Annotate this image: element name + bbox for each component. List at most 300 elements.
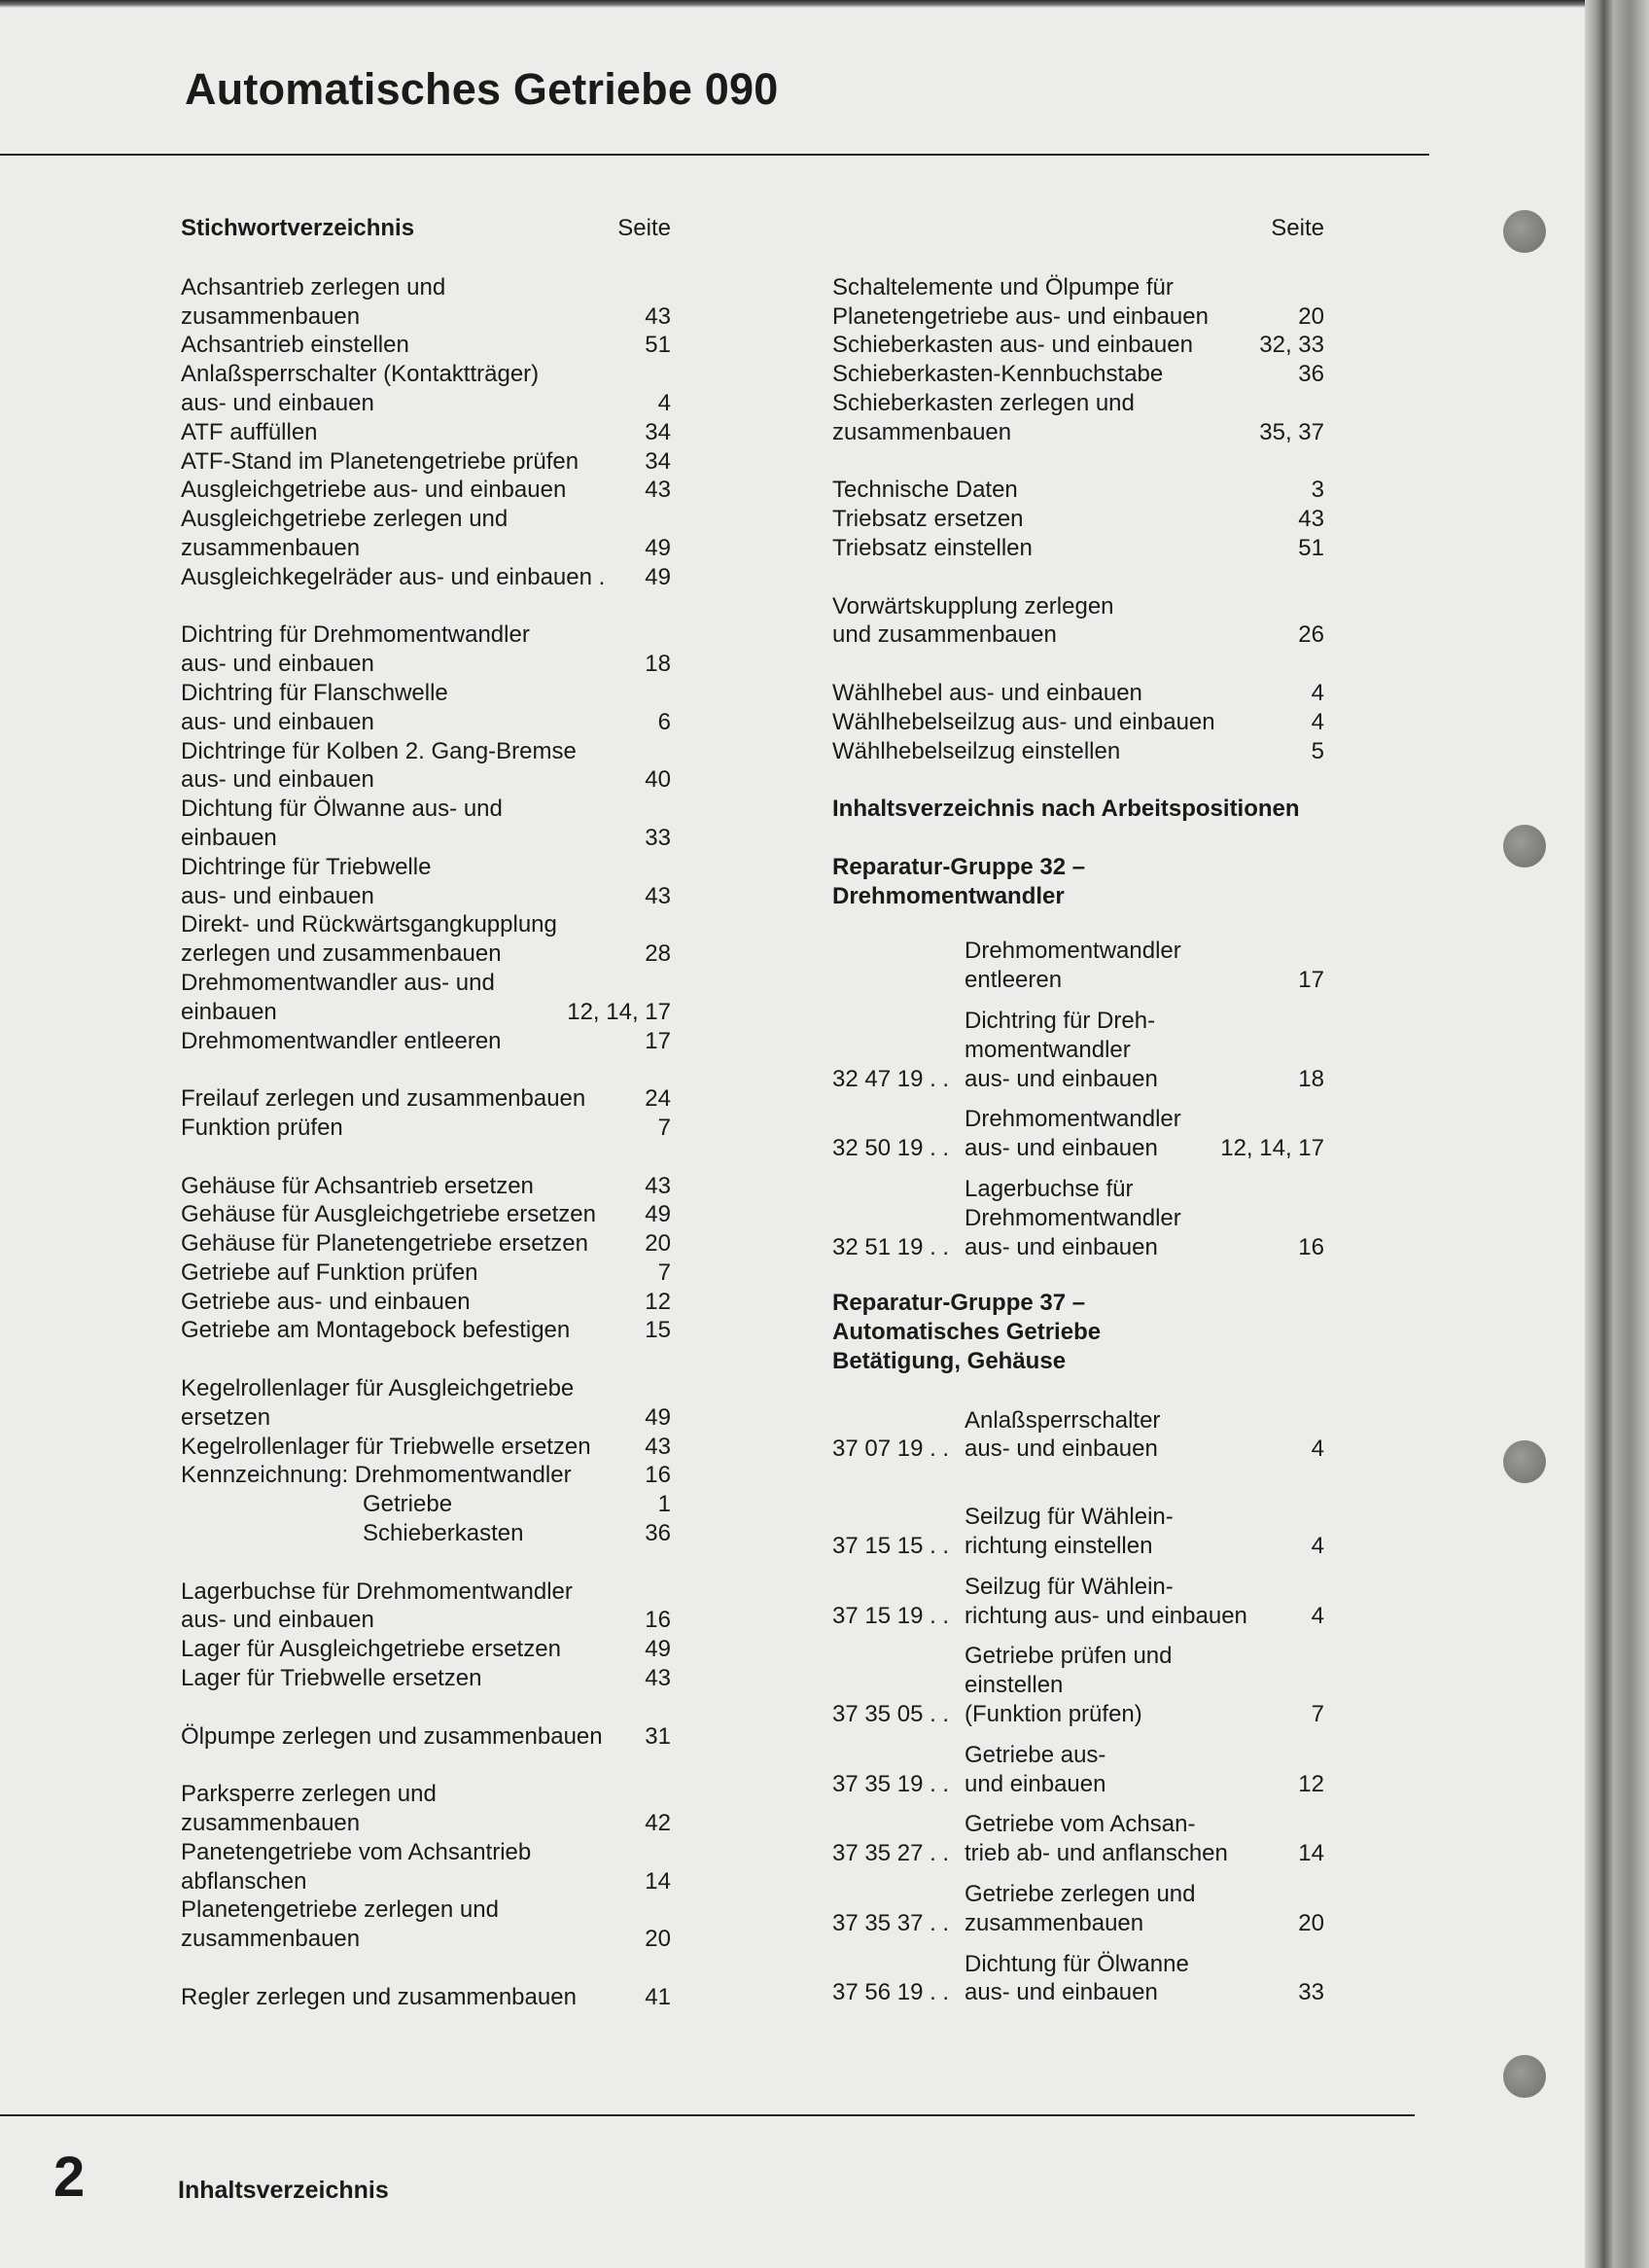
spacer [181, 1954, 671, 1983]
entry-line: Reparatur-Gruppe 32 – [832, 853, 1086, 880]
index-entry [181, 795, 671, 853]
entry-line: ATF auffüllen [181, 418, 318, 445]
entry-text [181, 1577, 635, 1636]
entry-line: zusammenbauen [181, 1810, 361, 1837]
index-entry [832, 331, 1324, 360]
entry-line: Drehmomentwandler [832, 882, 1065, 909]
page-reference: 26 [1298, 621, 1324, 649]
entry-text [181, 1200, 635, 1229]
page-number: 2 [53, 2145, 86, 2209]
entry-line: Gehäuse für Ausgleichgetriebe ersetzen [181, 1201, 596, 1228]
page-reference: 35, 37 [1259, 418, 1324, 445]
entry-text [181, 910, 635, 969]
index-entry [181, 418, 671, 447]
entry-line: Kennzeichnung: Drehmomentwandler [181, 1462, 572, 1489]
entry-text [832, 389, 1249, 447]
work-position-code: 37 15 15 . . [832, 1533, 950, 1560]
index-entry [181, 1433, 671, 1462]
page-top-edge [0, 0, 1649, 8]
index-entry [181, 1374, 671, 1433]
entry-line: einbauen [181, 998, 277, 1025]
index-entry [181, 1084, 671, 1114]
entry-text [181, 1172, 635, 1201]
entry-text [832, 273, 1288, 332]
entry-line: Lager für Triebwelle ersetzen [181, 1665, 482, 1692]
entry-line: Drehmomentwandler entleeren [181, 1027, 502, 1054]
entry-line: Panetengetriebe vom Achsantrieb [181, 1838, 532, 1865]
entry-line: Gehäuse für Achsantrieb ersetzen [181, 1172, 534, 1199]
index-entry [181, 476, 671, 505]
entry-text [965, 1950, 1288, 2008]
keyword-index-header [181, 214, 671, 243]
index-entry [181, 1461, 671, 1490]
entry-line: zerlegen und zusammenbauen [181, 940, 502, 968]
entry-line: abflanschen [181, 1867, 307, 1895]
page-reference: 34 [645, 418, 671, 445]
entry-line: Schieberkasten-Kennbuchstabe [832, 361, 1164, 388]
index-entry [181, 273, 671, 332]
entry-line: Drehmomentwandler [965, 938, 1181, 965]
page-reference: 49 [645, 534, 671, 561]
entry-line: Direkt- und Rückwärtsgangkupplung [181, 911, 557, 939]
right-column-header [832, 214, 1324, 243]
page-reference: 36 [645, 1520, 671, 1547]
entry-text [181, 969, 557, 1027]
page-reference: 16 [1298, 1233, 1324, 1260]
entry-line: Seilzug für Wählein- [965, 1504, 1174, 1531]
entry-line: Getriebe aus- und einbauen [181, 1288, 471, 1315]
index-entry [181, 1838, 671, 1896]
index-entry [181, 1490, 671, 1519]
entry-line: Ausgleichgetriebe aus- und einbauen [181, 477, 567, 504]
entry-line: Planetengetriebe aus- und einbauen [832, 302, 1209, 330]
entry-line: Kegelrollenlager für Ausgleichgetriebe [181, 1375, 575, 1402]
entry-line: aus- und einbauen [181, 1607, 374, 1634]
entry-line: und einbauen [965, 1770, 1106, 1797]
index-entry [832, 937, 1324, 995]
entry-text [181, 853, 635, 911]
page-reference: 17 [1298, 967, 1324, 994]
index-entry [181, 737, 671, 796]
entry-text [832, 853, 1324, 911]
page-reference: 31 [645, 1722, 671, 1750]
entry-text [181, 476, 635, 505]
entry-line: Schaltelemente und Ölpumpe für [832, 273, 1174, 301]
entry-line: Anlaßsperrschalter (Kontaktträger) [181, 361, 540, 388]
entry-line: Dichtringe für Triebwelle [181, 853, 432, 880]
entry-line: Getriebe vom Achsan- [965, 1811, 1196, 1838]
page-reference: 43 [645, 477, 671, 504]
entry-text [832, 795, 1324, 824]
entry-line: Getriebe zerlegen und [965, 1881, 1196, 1908]
page-reference: 40 [645, 766, 671, 794]
entry-line: Drehmomentwandler [965, 1106, 1181, 1133]
page-reference: 1 [657, 1491, 671, 1518]
index-entry [181, 505, 671, 563]
entry-line: Reparatur-Gruppe 37 – [832, 1290, 1086, 1317]
entry-line: Dichtung für Ölwanne aus- und [181, 796, 503, 823]
entry-text [965, 1810, 1288, 1868]
page-column-label: Seite [617, 215, 671, 241]
index-entry [181, 1635, 671, 1664]
page-reference: 41 [645, 1983, 671, 2010]
page-reference: 43 [645, 302, 671, 330]
page-reference: 3 [1311, 477, 1324, 504]
work-position-code: 37 56 19 . . [832, 1979, 950, 2006]
index-entry [832, 1007, 1324, 1093]
page-column-label: Seite [1271, 215, 1324, 241]
page-reference: 43 [645, 1433, 671, 1460]
page-reference: 4 [657, 389, 671, 416]
entry-line: Ausgleichkegelräder aus- und einbauen . [181, 563, 606, 590]
entry-line: Lager für Ausgleichgetriebe ersetzen [181, 1636, 561, 1663]
entry-line: Triebsatz ersetzen [832, 506, 1024, 533]
page-reference: 28 [645, 940, 671, 968]
entry-text [181, 331, 635, 360]
spacer [181, 592, 671, 621]
index-entry [832, 1406, 1324, 1465]
page-reference: 5 [1311, 737, 1324, 764]
entry-text [181, 1838, 635, 1896]
entry-line: einbauen [181, 824, 277, 851]
index-entry [832, 1175, 1324, 1261]
work-position-code: 37 15 19 . . [832, 1602, 950, 1629]
page-reference: 20 [645, 1230, 671, 1258]
page-reference: 43 [645, 1665, 671, 1692]
index-entry [832, 1741, 1324, 1799]
index-entry [181, 1519, 671, 1548]
spacer [832, 447, 1324, 477]
entry-text [181, 447, 635, 477]
index-entry [832, 476, 1324, 505]
entry-line: Funktion prüfen [181, 1114, 343, 1141]
entry-line: und zusammenbauen [832, 621, 1057, 649]
entry-line: Ausgleichgetriebe zerlegen und [181, 506, 509, 533]
index-entry [181, 1316, 671, 1345]
entry-line: aus- und einbauen [181, 389, 374, 416]
entry-text [181, 795, 635, 853]
page-reference: 12, 14, 17 [1220, 1135, 1324, 1162]
entry-line: zusammenbauen [181, 302, 361, 330]
entry-text [181, 1084, 635, 1114]
entry-text [832, 592, 1288, 651]
spacer [832, 563, 1324, 592]
entry-line: Lagerbuchse für [965, 1175, 1134, 1202]
right-index-column [832, 214, 1324, 2007]
page-reference: 17 [645, 1027, 671, 1054]
entry-line: Getriebe am Montagebock befestigen [181, 1317, 571, 1344]
page-reference: 43 [645, 882, 671, 909]
spacer [181, 1751, 671, 1780]
punch-hole [1503, 210, 1546, 253]
entry-line: Parksperre zerlegen und [181, 1781, 437, 1808]
index-entry [181, 331, 671, 360]
page-reference: 20 [1298, 1909, 1324, 1936]
entry-line: (Funktion prüfen) [965, 1701, 1142, 1728]
entry-line: Anlaßsperrschalter [965, 1406, 1161, 1434]
entry-text [832, 360, 1288, 389]
page-reference: 12, 14, 17 [567, 998, 671, 1025]
index-entry [181, 679, 671, 737]
entry-text [181, 273, 635, 332]
entry-text [181, 563, 635, 592]
entry-line: Wählhebel aus- und einbauen [832, 679, 1142, 706]
spacer [181, 1055, 671, 1084]
entry-line: Betätigung, Gehäuse [832, 1347, 1067, 1374]
entry-text [181, 1635, 635, 1664]
entry-text [181, 1114, 649, 1143]
entry-text [181, 1519, 635, 1548]
entry-line: Dichtring für Dreh- [965, 1007, 1156, 1034]
index-entry [832, 273, 1324, 332]
entry-line: Wählhebelseilzug aus- und einbauen [832, 708, 1215, 735]
entry-line: Schieberkasten aus- und einbauen [832, 332, 1193, 359]
index-entry [181, 1172, 671, 1201]
entry-text [181, 418, 635, 447]
punch-hole [1503, 825, 1546, 868]
index-entry [832, 505, 1324, 534]
work-position-code: 37 35 05 . . [832, 1701, 950, 1728]
entry-line: entleeren [965, 967, 1063, 994]
spacer [832, 765, 1324, 795]
index-entry [832, 679, 1324, 708]
entry-text [181, 737, 635, 796]
spacer [181, 1548, 671, 1577]
page-reference: 16 [645, 1462, 671, 1489]
page-reference: 20 [645, 1926, 671, 1953]
index-entry [181, 853, 671, 911]
entry-text [965, 1741, 1288, 1799]
index-entry [181, 1027, 671, 1056]
entry-line: Freilauf zerlegen und zusammenbauen [181, 1085, 586, 1113]
index-entry [832, 1810, 1324, 1868]
entry-line: Drehmomentwandler [965, 1204, 1181, 1231]
index-entry [832, 1880, 1324, 1938]
page-reference: 7 [657, 1258, 671, 1286]
entry-line: Kegelrollenlager für Triebwelle ersetzen [181, 1433, 591, 1460]
spacer [832, 650, 1324, 679]
entry-line: aus- und einbauen [181, 766, 374, 794]
spacer [181, 1345, 671, 1374]
page-reference: 7 [657, 1114, 671, 1141]
entry-line: zusammenbauen [965, 1909, 1144, 1936]
entry-line: aus- und einbauen [965, 1233, 1158, 1260]
punch-hole [1503, 2055, 1546, 2098]
entry-line: Getriebe [363, 1491, 453, 1518]
index-entry [181, 563, 671, 592]
entry-line: aus- und einbauen [181, 882, 374, 909]
work-position-code: 32 50 19 . . [832, 1135, 950, 1162]
entry-line: Drehmomentwandler aus- und [181, 969, 495, 996]
page-reference: 20 [1298, 302, 1324, 330]
page-reference: 33 [645, 824, 671, 851]
entry-line: Inhaltsverzeichnis nach Arbeitspositionen [832, 796, 1300, 823]
entry-line: momentwandler [965, 1036, 1131, 1063]
entry-line: Getriebe aus- [965, 1741, 1106, 1768]
page-reference: 4 [1311, 679, 1324, 706]
page-reference: 12 [1298, 1770, 1324, 1797]
entry-line: Planetengetriebe zerlegen und [181, 1896, 499, 1924]
index-entry [832, 1503, 1324, 1561]
work-position-code: 37 35 19 . . [832, 1770, 950, 1797]
page-reference: 6 [657, 708, 671, 735]
spacer [832, 824, 1324, 853]
entry-text [181, 360, 649, 418]
keyword-list [181, 273, 671, 2012]
entry-line: trieb ab- und anflanschen [965, 1840, 1228, 1867]
page-reference: 7 [1311, 1701, 1324, 1728]
entry-line: Schieberkasten zerlegen und [832, 389, 1135, 416]
punch-hole [1503, 1440, 1546, 1483]
page-reference: 14 [645, 1867, 671, 1895]
index-entry [832, 389, 1324, 447]
entry-text [965, 937, 1288, 995]
page-reference: 24 [645, 1085, 671, 1113]
entry-line: aus- und einbauen [181, 651, 374, 678]
page-reference: 36 [1298, 361, 1324, 388]
page-reference: 49 [645, 563, 671, 590]
entry-text [181, 1780, 635, 1838]
entry-line: Regler zerlegen und zusammenbauen [181, 1983, 577, 2010]
entry-text [832, 505, 1288, 534]
entry-line: Dichtring für Drehmomentwandler [181, 621, 530, 649]
index-entry [832, 360, 1324, 389]
entry-text [181, 1288, 635, 1317]
index-entry [181, 1114, 671, 1143]
entry-line: zusammenbauen [181, 534, 361, 561]
spacer [181, 1693, 671, 1722]
index-entry [181, 1577, 671, 1636]
index-entry [181, 1664, 671, 1693]
page-reference: 43 [1298, 506, 1324, 533]
page-reference: 49 [645, 1403, 671, 1431]
entry-line: richtung einstellen [965, 1533, 1153, 1560]
entry-line: Wählhebelseilzug einstellen [832, 737, 1121, 764]
entry-line: ersetzen [181, 1403, 271, 1431]
group-heading [832, 795, 1324, 824]
entry-line: aus- und einbauen [965, 1979, 1158, 2006]
index-entry [181, 447, 671, 477]
entry-text [965, 1175, 1288, 1261]
page-reference: 43 [645, 1172, 671, 1199]
entry-line: Dichtringe für Kolben 2. Gang-Bremse [181, 737, 577, 764]
page-reference: 12 [645, 1288, 671, 1315]
page-reference: 32, 33 [1259, 332, 1324, 359]
index-entry [832, 1642, 1324, 1728]
entry-line: Gehäuse für Planetengetriebe ersetzen [181, 1230, 588, 1258]
entry-text [965, 1573, 1302, 1631]
entry-text [181, 1722, 635, 1752]
index-entry [181, 1288, 671, 1317]
page-reference: 18 [1298, 1065, 1324, 1092]
spacer [181, 1143, 671, 1172]
work-position-code: 37 35 37 . . [832, 1909, 950, 1936]
entry-line: Schieberkasten [363, 1520, 524, 1547]
entry-line: ATF-Stand im Planetengetriebe prüfen [181, 447, 579, 475]
page-reference: 49 [645, 1636, 671, 1663]
entry-line: Technische Daten [832, 477, 1018, 504]
entry-text [181, 620, 635, 679]
entry-text [965, 1406, 1302, 1465]
index-entry [832, 1950, 1324, 2008]
entry-text [181, 679, 649, 737]
entry-text [965, 1642, 1302, 1728]
entry-text [181, 1433, 635, 1462]
entry-line: Lagerbuchse für Drehmomentwandler [181, 1577, 573, 1605]
page-reference: 4 [1311, 1435, 1324, 1463]
entry-line: Triebsatz einstellen [832, 534, 1033, 561]
entry-text [832, 331, 1249, 360]
page-reference: 15 [645, 1317, 671, 1344]
keyword-index-column [181, 214, 671, 2012]
index-entry [832, 592, 1324, 651]
page-reference: 42 [645, 1810, 671, 1837]
work-position-code: 32 47 19 . . [832, 1065, 950, 1092]
group-heading [832, 1289, 1324, 1375]
work-position-list [832, 273, 1324, 2007]
entry-text [181, 1229, 635, 1258]
entry-line: Getriebe prüfen und [965, 1643, 1173, 1670]
page-reference: 49 [645, 1201, 671, 1228]
index-entry [181, 620, 671, 679]
index-entry [181, 1780, 671, 1838]
entry-text [181, 1316, 635, 1345]
entry-text [965, 1007, 1288, 1093]
entry-text [965, 1105, 1210, 1163]
page-reference: 4 [1311, 1602, 1324, 1629]
page-title: Automatisches Getriebe 090 [185, 64, 779, 114]
entry-line: zusammenbauen [832, 418, 1012, 445]
work-position-code: 37 35 27 . . [832, 1840, 950, 1867]
entry-text [965, 1503, 1302, 1561]
entry-line: Dichtring für Flanschwelle [181, 679, 448, 706]
index-entry [181, 360, 671, 418]
index-entry [181, 1983, 671, 2012]
entry-line: Dichtung für Ölwanne [965, 1950, 1189, 1977]
work-position-code: 37 07 19 . . [832, 1435, 950, 1463]
entry-line: zusammenbauen [181, 1926, 361, 1953]
entry-line: Seilzug für Wählein- [965, 1573, 1174, 1600]
section-heading: Stichwortverzeichnis [181, 215, 415, 241]
entry-text [832, 737, 1302, 766]
entry-line: Achsantrieb zerlegen und [181, 273, 446, 301]
entry-text [832, 1289, 1324, 1375]
index-entry [832, 1573, 1324, 1631]
index-entry [181, 1258, 671, 1288]
page-reference: 34 [645, 447, 671, 475]
entry-line: aus- und einbauen [181, 708, 374, 735]
entry-line: Automatisches Getriebe [832, 1319, 1102, 1346]
group-heading [832, 853, 1324, 911]
index-entry [181, 910, 671, 969]
entry-line: einstellen [965, 1672, 1064, 1699]
footer-rule [0, 2114, 1415, 2116]
index-entry [181, 1722, 671, 1752]
entry-text [181, 1490, 649, 1519]
index-entry [832, 1105, 1324, 1163]
index-entry [181, 969, 671, 1027]
entry-line: richtung aus- und einbauen [965, 1602, 1247, 1629]
page-reference: 4 [1311, 708, 1324, 735]
entry-line: Vorwärtskupplung zerlegen [832, 592, 1114, 620]
work-position-code: 32 51 19 . . [832, 1233, 950, 1260]
page-reference: 14 [1298, 1840, 1324, 1867]
index-entry [832, 534, 1324, 563]
page-reference: 4 [1311, 1533, 1324, 1560]
page-reference: 51 [645, 332, 671, 359]
index-entry [832, 737, 1324, 766]
page-reference: 51 [1298, 534, 1324, 561]
